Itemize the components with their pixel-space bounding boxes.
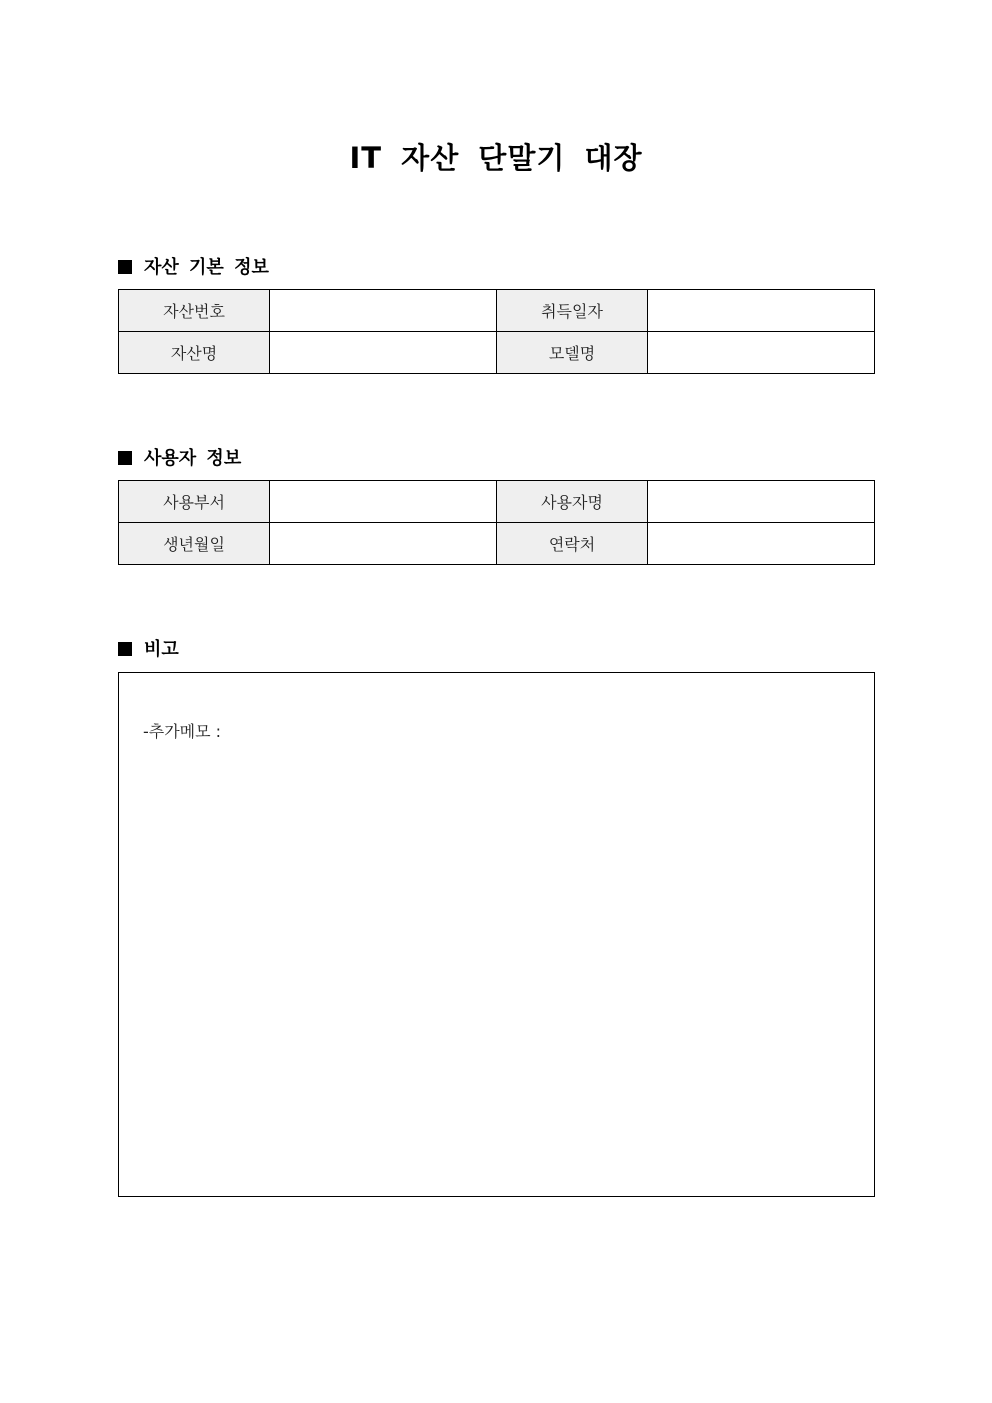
label-asset-name: 자산명: [119, 332, 270, 374]
table-row: [119, 332, 875, 374]
section-heading-text: 사용자 정보: [144, 448, 242, 469]
table-row: [119, 481, 875, 523]
table-row: [119, 523, 875, 565]
label-asset-number: 자산번호: [119, 290, 270, 332]
memo-label: -추가메모 :: [143, 722, 222, 741]
label-department: 사용부서: [119, 481, 270, 523]
department-field[interactable]: [270, 481, 497, 523]
section-heading-remarks: [118, 635, 179, 661]
user-info-table: [118, 480, 875, 565]
birth-date-field[interactable]: [270, 523, 497, 565]
square-bullet-icon: [118, 260, 132, 274]
contact-field[interactable]: [648, 523, 875, 565]
remarks-box[interactable]: [118, 672, 875, 1197]
square-bullet-icon: [118, 642, 132, 656]
section-heading-user: [118, 444, 241, 470]
user-name-field[interactable]: [648, 481, 875, 523]
model-name-field[interactable]: [648, 332, 875, 374]
section-heading-asset: [118, 253, 269, 279]
document-title: IT 자산 단말기 대장: [349, 141, 643, 175]
table-row: [119, 290, 875, 332]
label-acquisition-date: 취득일자: [497, 290, 648, 332]
label-user-name: 사용자명: [497, 481, 648, 523]
asset-info-table: [118, 289, 875, 374]
asset-number-field[interactable]: [270, 290, 497, 332]
label-model-name: 모델명: [497, 332, 648, 374]
asset-name-field[interactable]: [270, 332, 497, 374]
label-birth-date: 생년월일: [119, 523, 270, 565]
section-heading-text: 자산 기본 정보: [144, 257, 269, 278]
section-heading-text: 비고: [144, 639, 179, 660]
acquisition-date-field[interactable]: [648, 290, 875, 332]
label-contact: 연락처: [497, 523, 648, 565]
square-bullet-icon: [118, 451, 132, 465]
